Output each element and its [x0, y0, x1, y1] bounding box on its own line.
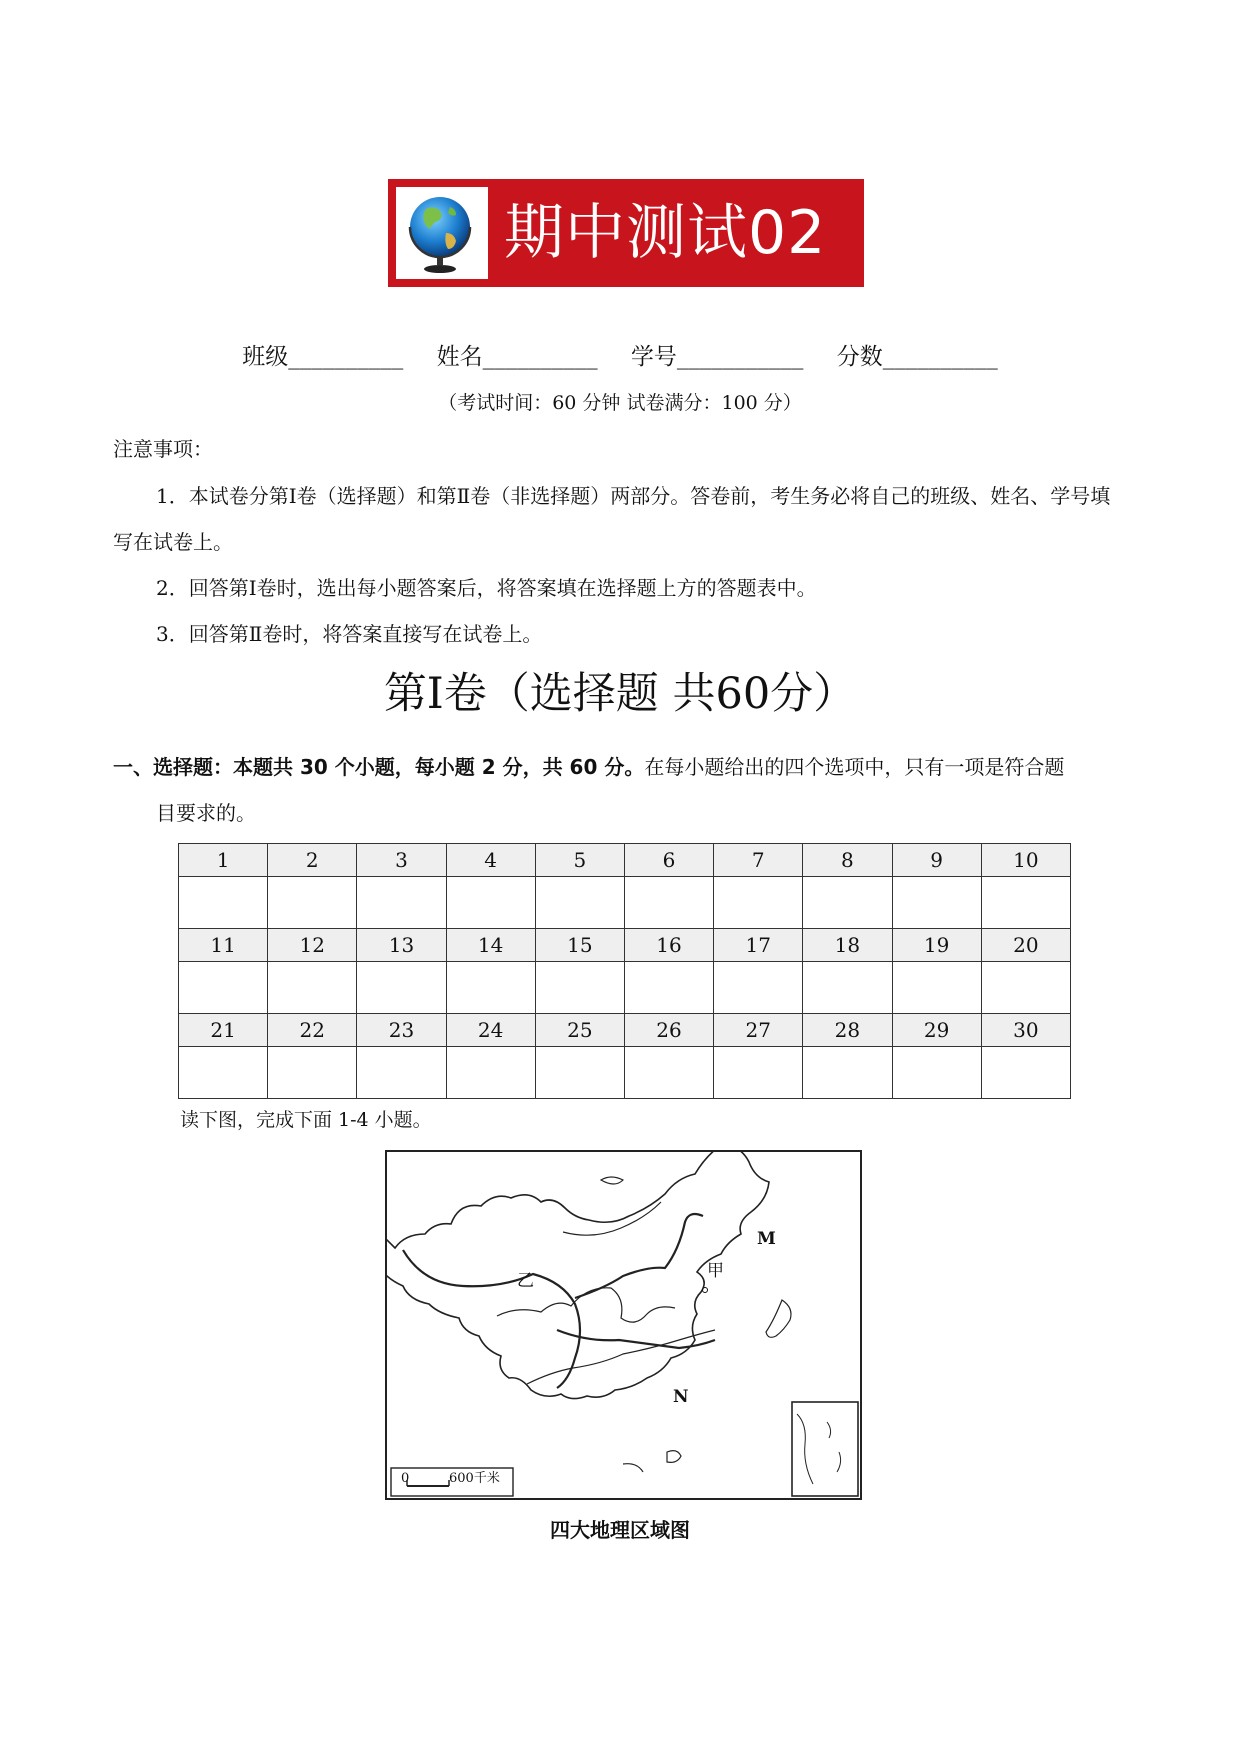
question-number: 28 [803, 1014, 892, 1047]
map-label-yi: 乙 [517, 1271, 534, 1291]
question-number: 1 [179, 844, 268, 877]
section-heading-bold: 一、选择题：本题共 30 个小题，每小题 2 分，共 60 分。 [113, 755, 645, 779]
question-number: 24 [446, 1014, 535, 1047]
score-field[interactable]: 分数__________ [836, 344, 998, 370]
answer-row [179, 877, 1071, 929]
map-caption: 四大地理区域图 [550, 1518, 690, 1542]
answer-cell[interactable] [981, 1047, 1070, 1099]
answer-cell[interactable] [892, 962, 981, 1014]
read-prompt: 读下图，完成下面 1-4 小题。 [180, 1109, 432, 1131]
answer-cell[interactable] [624, 877, 713, 929]
banner-title: 期中测试02 [504, 198, 827, 268]
answer-cell[interactable] [981, 877, 1070, 929]
scale-zero: 0 [401, 1471, 410, 1486]
question-number: 14 [446, 929, 535, 962]
question-number: 17 [714, 929, 803, 962]
exam-time: （考试时间：60 分钟 试卷满分：100 分） [438, 392, 802, 414]
question-number: 7 [714, 844, 803, 877]
question-number: 15 [535, 929, 624, 962]
student-id-field[interactable]: 学号___________ [630, 344, 804, 370]
boundary-line-west [403, 1250, 580, 1388]
question-number: 26 [624, 1014, 713, 1047]
question-number: 11 [179, 929, 268, 962]
answer-cell[interactable] [714, 877, 803, 929]
question-number: 29 [892, 1014, 981, 1047]
answer-cell[interactable] [179, 1047, 268, 1099]
globe-icon [396, 187, 488, 279]
answer-cell[interactable] [535, 1047, 624, 1099]
region-map [385, 1150, 862, 1500]
answer-cell[interactable] [714, 1047, 803, 1099]
question-number: 18 [803, 929, 892, 962]
question-number: 13 [357, 929, 446, 962]
answer-cell[interactable] [892, 877, 981, 929]
answer-cell[interactable] [803, 962, 892, 1014]
answer-row [179, 1047, 1071, 1099]
question-number: 27 [714, 1014, 803, 1047]
question-number: 12 [268, 929, 357, 962]
question-number: 30 [981, 1014, 1070, 1047]
table-row [179, 929, 1071, 962]
boundary-line-north [575, 1214, 703, 1298]
name-field[interactable]: 姓名__________ [436, 344, 598, 370]
answer-cell[interactable] [624, 1047, 713, 1099]
answer-cell[interactable] [446, 877, 535, 929]
notice-item: 2．回答第Ⅰ卷时，选出每小题答案后，将答案填在选择题上方的答题表中。 [156, 576, 817, 600]
question-number: 21 [179, 1014, 268, 1047]
answer-cell[interactable] [268, 877, 357, 929]
map-label-m: M [757, 1229, 776, 1249]
question-number: 20 [981, 929, 1070, 962]
answer-cell[interactable] [892, 1047, 981, 1099]
answer-cell[interactable] [357, 962, 446, 1014]
section-heading-rest: 在每小题给出的四个选项中，只有一项是符合题 [644, 755, 1065, 779]
answer-row [179, 962, 1071, 1014]
question-number: 6 [624, 844, 713, 877]
question-number: 9 [892, 844, 981, 877]
answer-cell[interactable] [357, 877, 446, 929]
notice-heading: 注意事项： [113, 437, 213, 461]
answer-cell[interactable] [714, 962, 803, 1014]
answer-cell[interactable] [803, 877, 892, 929]
table-row [179, 844, 1071, 877]
answer-cell[interactable] [179, 962, 268, 1014]
question-number: 23 [357, 1014, 446, 1047]
notice-item: 3．回答第Ⅱ卷时，将答案直接写在试卷上。 [156, 622, 543, 646]
question-number: 2 [268, 844, 357, 877]
answer-cell[interactable] [981, 962, 1070, 1014]
answer-cell[interactable] [357, 1047, 446, 1099]
answer-table [178, 843, 1071, 1099]
answer-cell[interactable] [446, 1047, 535, 1099]
question-number: 19 [892, 929, 981, 962]
yellow-river [497, 1288, 675, 1322]
answer-cell[interactable] [803, 1047, 892, 1099]
question-number: 10 [981, 844, 1070, 877]
answer-cell[interactable] [446, 962, 535, 1014]
question-number: 16 [624, 929, 713, 962]
student-info-row [0, 338, 1240, 371]
question-number: 3 [357, 844, 446, 877]
scale-distance: 600千米 [449, 1471, 500, 1486]
answer-cell[interactable] [535, 877, 624, 929]
answer-cell[interactable] [624, 962, 713, 1014]
title-banner [388, 179, 864, 287]
answer-cell[interactable] [535, 962, 624, 1014]
question-number: 4 [446, 844, 535, 877]
answer-cell[interactable] [268, 962, 357, 1014]
notice-item: 1．本试卷分第Ⅰ卷（选择题）和第Ⅱ卷（非选择题）两部分。答卷前，考生务必将自己的班级、姓名、学号填写在试卷上。 [113, 484, 1111, 554]
yangtze-river [527, 1330, 715, 1384]
notice-list [113, 473, 1123, 657]
section-heading-line2: 目要求的。 [156, 801, 256, 825]
question-number: 25 [535, 1014, 624, 1047]
map-label-n: N [673, 1387, 689, 1407]
question-number: 22 [268, 1014, 357, 1047]
question-number: 5 [535, 844, 624, 877]
answer-cell[interactable] [179, 877, 268, 929]
region-map-drawing [387, 1152, 860, 1498]
class-field[interactable]: 班级__________ [242, 344, 404, 370]
inset-map [792, 1402, 858, 1496]
map-label-jia: 甲 [707, 1261, 724, 1281]
table-row [179, 1014, 1071, 1047]
answer-cell[interactable] [268, 1047, 357, 1099]
section-heading [113, 744, 1123, 836]
question-number: 8 [803, 844, 892, 877]
volume-title: 第Ⅰ卷（选择题 共60分） [383, 669, 857, 719]
